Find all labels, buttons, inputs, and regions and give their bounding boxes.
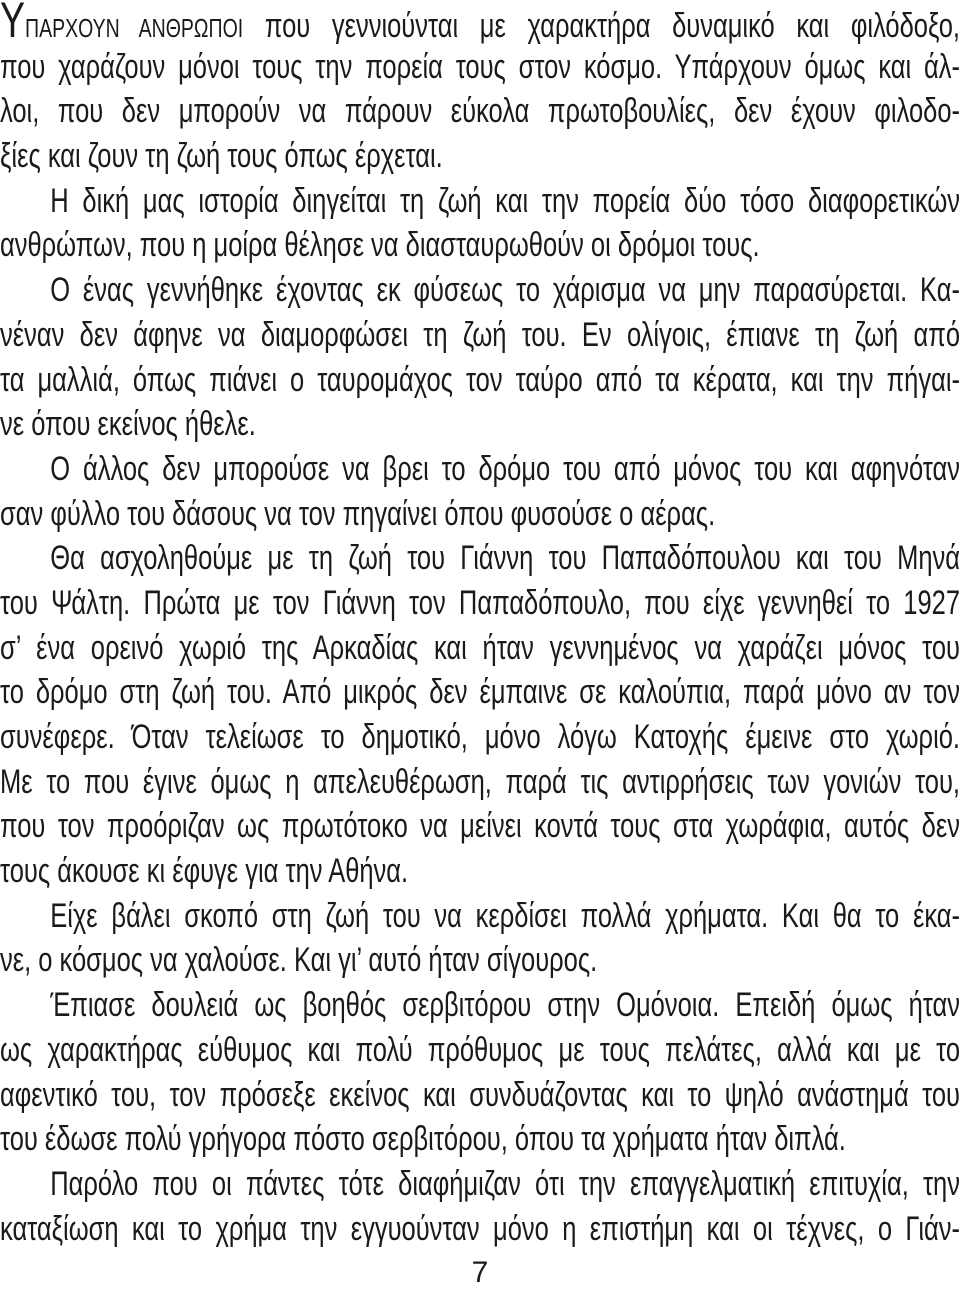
text-line: Θα ασχοληθούμε με τη ζωή του Γιάννη του Παπαδόπουλου και του Μηνά bbox=[50, 539, 960, 578]
text-line: Έπιασε δουλειά ως βοηθός σερβιτόρου στην Ομόνοια. Επειδή όμως ήταν bbox=[50, 986, 960, 1025]
text-line: νε όπου εκείνος ήθελε. bbox=[0, 405, 256, 444]
text-line: Ο άλλος δεν μπορούσε να βρει το δρόμο του από μόνος του και αφηνόταν bbox=[50, 449, 960, 488]
text-line: τους άκουσε κι έφυγε για την Αθήνα. bbox=[0, 852, 409, 891]
text-line: Ο ένας γεννήθηκε έχοντας εκ φύσεως το χάρισμα να μην παρασύρεται. Κα- bbox=[50, 271, 960, 310]
small-caps-opening: ΠΑΡΧΟΥΝ ΑΝΘΡΩΠΟΙ bbox=[25, 13, 244, 43]
text-line: σαν φύλλο του δάσους να τον πηγαίνει όπου φυσούσε ο αέρας. bbox=[0, 494, 716, 533]
text-line: του Ψάλτη. Πρώτα με τον Γιάννη τον Παπαδόπουλο, που είχε γεννηθεί το 1927 bbox=[0, 583, 960, 622]
text-line: Η δική μας ιστορία διηγείται τη ζωή και την πορεία δύο τόσο διαφορετικών bbox=[50, 181, 960, 220]
text-line: του έδωσε πολύ γρήγορα πόστο σερβιτόρου, όπου τα χρήματα ήταν διπλά. bbox=[0, 1120, 846, 1159]
text-line: αφεντικό του, τον πρόσεξε εκείνος και συνδυάζοντας και το ψηλό ανάστημά του bbox=[0, 1075, 960, 1114]
text-line bbox=[0, 0, 960, 45]
text-line: ως χαρακτήρας εύθυμος και πολύ πρόθυμος με τους πελάτες, αλλά και με το bbox=[0, 1030, 960, 1069]
text-line: που χαράζουν μόνοι τους την πορεία τους στον κόσμο. Υπάρχουν όμως και άλ- bbox=[0, 47, 960, 86]
text-line: το δρόμο στη ζωή του. Από μικρός δεν έμπαινε σε καλούπια, παρά μόνο αν τον bbox=[0, 673, 960, 712]
text-line: σ’ ένα ορεινό χωριό της Αρκαδίας και ήταν γεννημένος να χαράζει μόνος του bbox=[0, 628, 960, 667]
text-line: νε, ο κόσμος να χαλούσε. Και γι’ αυτό ήταν σίγουρος. bbox=[0, 941, 598, 980]
text-line: τα μαλλιά, όπως πιάνει ο ταυρομάχος τον ταύρο από τα κέρατα, και την πήγαι- bbox=[0, 360, 960, 399]
text-line-rest: που γεννιούνται με χαρακτήρα δυναμικό και φιλόδοξο, bbox=[243, 7, 960, 45]
text-line: συνέφερε. Όταν τελείωσε το δημοτικό, μόνο λόγω Κατοχής έμεινε στο χωριό. bbox=[0, 718, 960, 756]
text-line: ανθρώπων, που η μοίρα θέλησε να διασταυρωθούν οι δρόμοι τους. bbox=[0, 226, 760, 265]
text-line: καταξίωση και το χρήμα την εγγυούνταν μόνο η επιστήμη και οι τέχνες, ο Γιάν- bbox=[0, 1209, 960, 1248]
initial-letter: Υ bbox=[0, 0, 26, 45]
text-line: λοι, που δεν μπορούν να πάρουν εύκολα πρωτοβουλίες, δεν έχουν φιλοδο- bbox=[0, 92, 960, 131]
text-line: Με το που έγινε όμως η απελευθέρωση, παρά τις αντιρρήσεις των γονιών του, bbox=[0, 762, 960, 801]
text-line: Είχε βάλει σκοπό στη ζωή του να κερδίσει πολλά χρήματα. Και θα το έκα- bbox=[50, 896, 960, 935]
text-line: νέναν δεν άφηνε να διαμορφώσει τη ζωή του. Εν ολίγοις, έπιανε τη ζωή από bbox=[0, 315, 960, 354]
text-line: που τον προόριζαν ως πρωτότοκο να μείνει κοντά τους στα χωράφια, αυτός δεν bbox=[0, 807, 960, 846]
text-line: ξίες και ζουν τη ζωή τους όπως έρχεται. bbox=[0, 137, 443, 176]
page-number: 7 bbox=[471, 1256, 489, 1289]
text-line: Παρόλο που οι πάντες τότε διαφήμιζαν ότι την επαγγελματική επιτυχία, την bbox=[50, 1164, 960, 1203]
